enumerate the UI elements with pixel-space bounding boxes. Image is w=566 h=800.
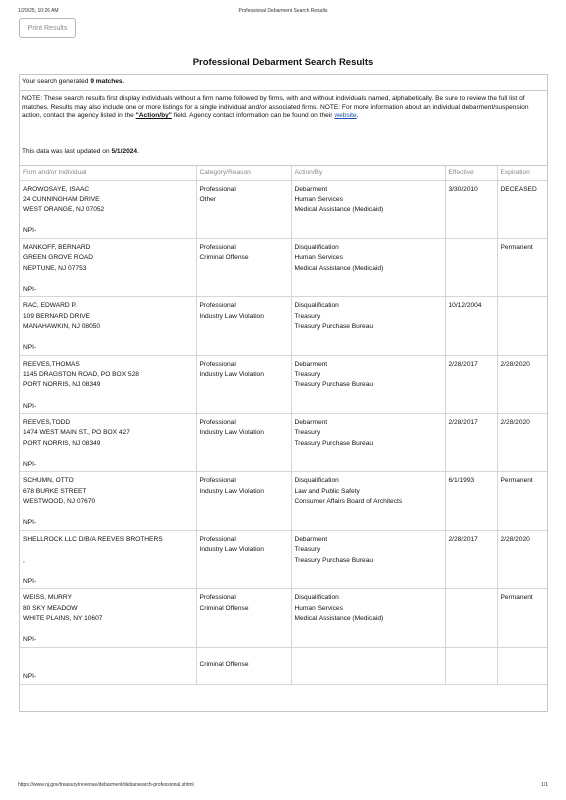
agency: Treasury (294, 371, 321, 379)
last-updated-date: 5/1/2024 (111, 148, 138, 155)
effective-date: 10/12/2004 (445, 297, 497, 355)
category: Professional (199, 243, 236, 251)
divider (20, 90, 547, 91)
table-row (20, 530, 547, 588)
print-header (18, 8, 548, 18)
column-header-effective: Effective (445, 166, 497, 180)
effective-date (445, 647, 497, 684)
agency: Treasury (294, 429, 321, 437)
reason: Industry Law Violation (199, 312, 264, 320)
print-header-title: Professional Debarment Search Results (238, 8, 328, 14)
last-updated: This data was last updated on 5/1/2024. (22, 148, 139, 155)
expiration-date: 2/28/2020 (497, 414, 547, 472)
firm-name: MANKOFF, BERNARD (23, 243, 91, 251)
firm-name: SHELLROCK LLC D/B/A REEVES BROTHERS (23, 535, 163, 543)
action: Debarment (294, 360, 328, 368)
division: Treasury Purchase Bureau (294, 323, 374, 331)
agency-website-link[interactable]: website (334, 112, 357, 120)
results-table (20, 166, 547, 685)
effective-date: 2/28/2017 (445, 414, 497, 472)
division: Treasury Purchase Bureau (294, 556, 374, 564)
category: Professional (199, 185, 236, 193)
category: Professional (199, 477, 236, 485)
firm-name: REEVES,TODD (23, 419, 71, 427)
category: Professional (199, 302, 236, 310)
action: Disqualification (294, 243, 339, 251)
page-number: 1/1 (541, 782, 548, 788)
expiration-date: Permanent (497, 238, 547, 296)
npi-label: NPI- (23, 285, 37, 293)
effective-date (445, 238, 497, 296)
effective-date: 2/28/2017 (445, 530, 497, 588)
reason: Industry Law Violation (199, 487, 264, 495)
division: Treasury Purchase Bureau (294, 439, 374, 447)
firm-name: WEISS, MURRY (23, 594, 72, 602)
firm-cell (23, 535, 193, 588)
npi-label: NPI- (23, 402, 37, 410)
reason: Industry Law Violation (199, 371, 264, 379)
table-row (20, 180, 547, 238)
firm-address-line: 1145 DRAGSTON ROAD, PO BOX 528 (23, 371, 139, 379)
npi-label: NPI- (23, 673, 37, 681)
agency: Treasury (294, 546, 321, 554)
firm-cell (23, 243, 193, 296)
firm-address-line: 24 CUNNINGHAM DRIVE (23, 195, 100, 203)
expiration-date: 2/28/2020 (497, 355, 547, 413)
npi-label: NPI- (23, 461, 37, 469)
agency: Human Services (294, 604, 343, 612)
table-row (20, 355, 547, 413)
search-note: NOTE: These search results first display individuals without a firm name followed by firms, with and without individuals named, alphabetically. Be sure to review the full list of matches. Results may also include one or more listings for a single individual and/or associated firms. NOTE: For more information about an individual debarment/suspension action, contact the agency listed in the "Action/by" field. Agency contact information can be found on their website. (22, 95, 529, 120)
firm-address-city: NEPTUNE, NJ 07753 (23, 264, 87, 272)
expiration-date (497, 647, 547, 684)
firm-address-city: PORT NORRIS, NJ 08349 (23, 381, 101, 389)
action-by-field-name: "Action/by" (135, 112, 172, 120)
expiration-date: Permanent (497, 472, 547, 530)
agency: Treasury (294, 312, 321, 320)
firm-cell (23, 418, 193, 471)
page-title: Professional Debarment Search Results (192, 57, 374, 68)
category: Professional (199, 594, 236, 602)
page-url: https://www.nj.gov/treasury/revenue/debarment/debarsearch-professional.shtml (18, 782, 194, 788)
category: Professional (199, 360, 236, 368)
column-header-firm: Firm and/or Individual (20, 166, 196, 180)
firm-name: SCHUMN, OTTO (23, 477, 74, 485)
firm-address-line: 109 BERNARD DRIVE (23, 312, 91, 320)
npi-label: NPI- (23, 577, 37, 585)
division: Consumer Affairs Board of Architects (294, 498, 403, 506)
firm-address-line: GREEN GROVE ROAD (23, 254, 93, 262)
agency: Human Services (294, 195, 343, 203)
table-row (20, 238, 547, 296)
table-row (20, 647, 547, 684)
npi-label: NPI- (23, 344, 37, 352)
firm-cell (23, 185, 193, 238)
firm-address-city: MANAHAWKIN, NJ 08050 (23, 323, 101, 331)
firm-name: RAC, EDWARD P. (23, 302, 77, 310)
agency: Human Services (294, 254, 343, 262)
firm-cell (23, 476, 193, 529)
results-panel (19, 74, 548, 712)
category: Professional (199, 419, 236, 427)
npi-label: NPI- (23, 227, 37, 235)
print-timestamp: 1/29/25, 10:26 AM (18, 8, 59, 14)
column-header-expiration: Expiration (497, 166, 547, 180)
effective-date: 2/28/2017 (445, 355, 497, 413)
category: Professional (199, 535, 236, 543)
action: Disqualification (294, 302, 339, 310)
reason: Industry Law Violation (199, 546, 264, 554)
action: Debarment (294, 419, 328, 427)
firm-address-line (23, 545, 193, 555)
action: Debarment (294, 185, 328, 193)
column-header-action: Action/By (291, 166, 445, 180)
match-count: 9 matches (90, 78, 123, 85)
reason: Criminal Offense (196, 647, 291, 684)
firm-cell (23, 593, 193, 646)
reason: Criminal Offense (199, 604, 249, 612)
firm-name: AROWOSAYE, ISAAC (23, 185, 90, 193)
reason: Criminal Offense (199, 254, 249, 262)
table-row (20, 589, 547, 647)
action: Disqualification (294, 477, 339, 485)
column-header-category: Category/Reason (196, 166, 291, 180)
table-row (20, 472, 547, 530)
table-row (20, 414, 547, 472)
expiration-date: Permanent (497, 589, 547, 647)
firm-cell (23, 652, 193, 684)
firm-cell (23, 301, 193, 354)
agency: Law and Public Safety (294, 487, 360, 495)
firm-address-line: 1474 WEST MAIN ST., PO BOX 427 (23, 429, 130, 437)
expiration-date: DECEASED (497, 180, 547, 238)
effective-date (445, 589, 497, 647)
action: Debarment (294, 535, 328, 543)
firm-address-line: 80 SKY MEADOW (23, 604, 78, 612)
division: Treasury Purchase Bureau (294, 381, 374, 389)
table-row (20, 297, 547, 355)
expiration-date: 2/28/2020 (497, 530, 547, 588)
division: Medical Assistance (Medicaid) (294, 264, 384, 272)
firm-cell (23, 360, 193, 413)
effective-date: 6/1/1993 (445, 472, 497, 530)
npi-label: NPI- (23, 519, 37, 527)
firm-address-city: , (23, 556, 25, 564)
effective-date: 3/30/2010 (445, 180, 497, 238)
npi-label: NPI- (23, 636, 37, 644)
division: Medical Assistance (Medicaid) (294, 615, 384, 623)
table-header-row (20, 166, 547, 180)
reason: Other (199, 195, 216, 203)
print-results-button[interactable]: Print Results (19, 18, 76, 38)
action: Disqualification (294, 594, 339, 602)
action (291, 647, 445, 684)
reason: Industry Law Violation (199, 429, 264, 437)
firm-address-city: PORT NORRIS, NJ 08349 (23, 439, 101, 447)
division: Medical Assistance (Medicaid) (294, 206, 384, 214)
match-summary: Your search generated 9 matches. (22, 78, 125, 85)
firm-address-city: WEST ORANGE, NJ 07052 (23, 206, 105, 214)
firm-address-city: WESTWOOD, NJ 07670 (23, 498, 96, 506)
firm-address-city: WHITE PLAINS, NY 10607 (23, 615, 103, 623)
firm-name: REEVES,THOMAS (23, 360, 80, 368)
expiration-date (497, 297, 547, 355)
firm-address-line: 678 BURKE STREET (23, 487, 87, 495)
